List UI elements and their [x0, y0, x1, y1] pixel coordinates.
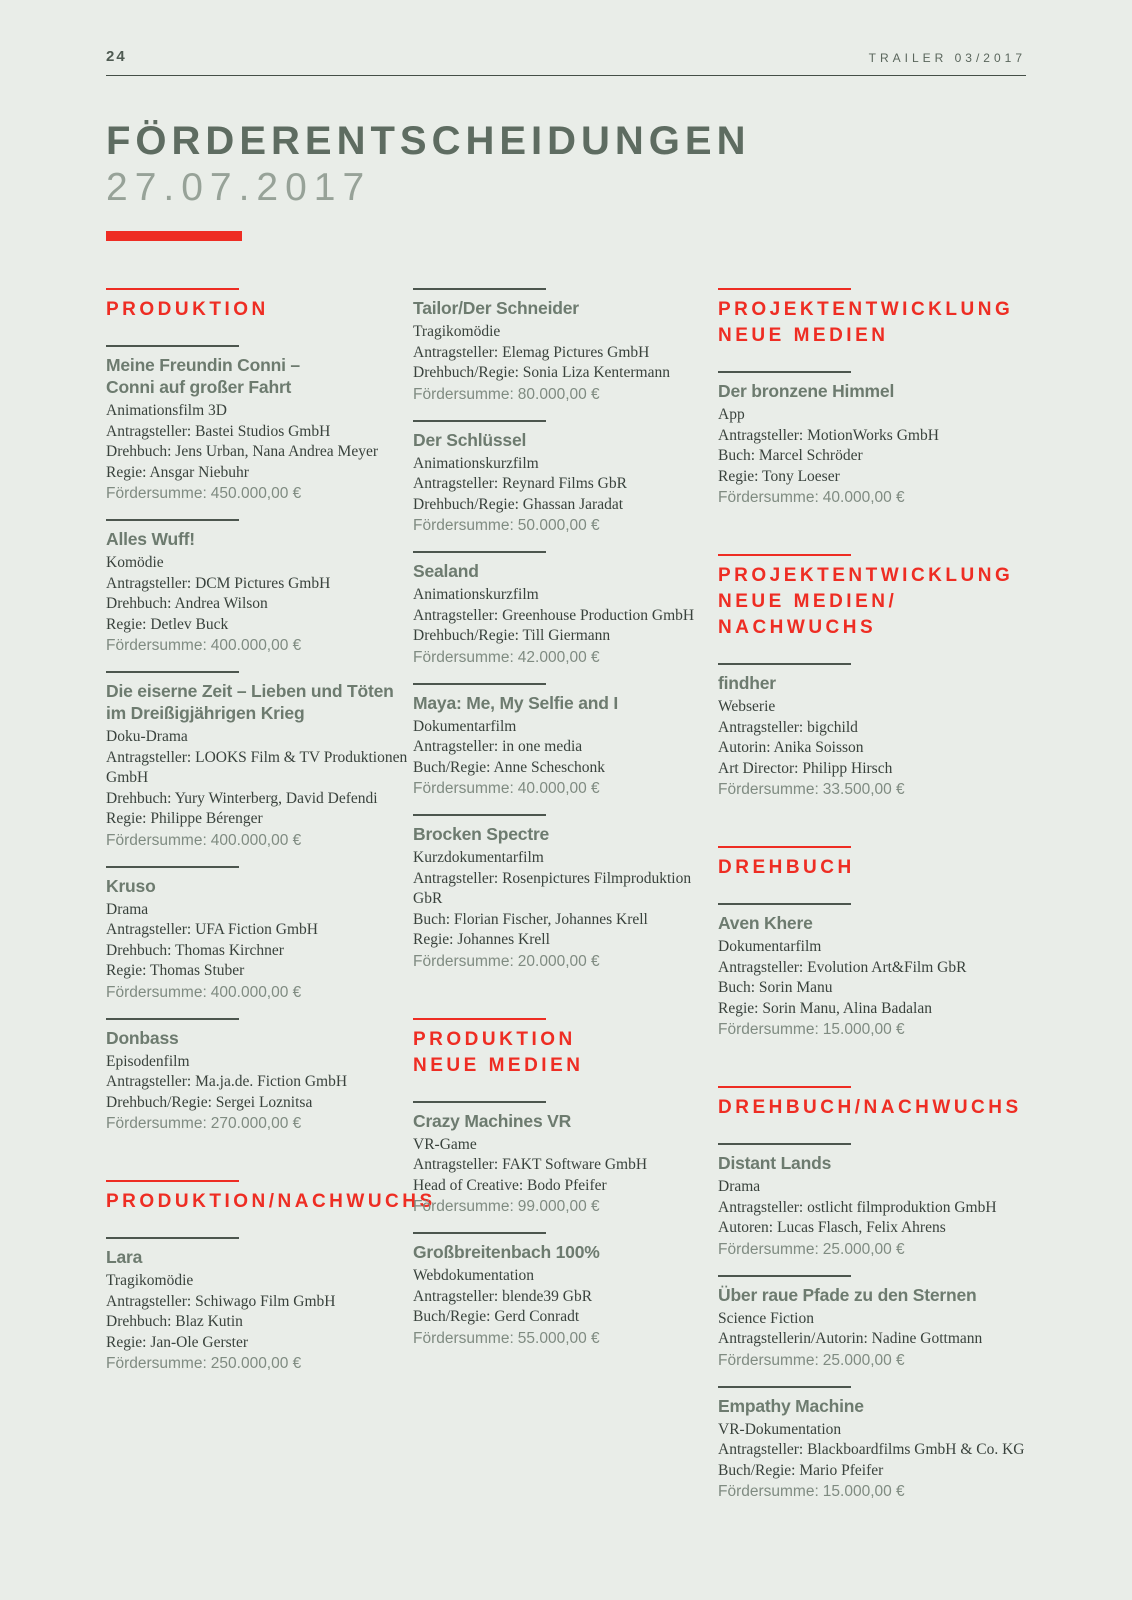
entry-die-eiserne-zeit [106, 671, 408, 851]
funding-amount: 55.000,00 € [517, 1329, 600, 1347]
entry-line: Antragsteller: Bastei Studios GmbH [106, 422, 331, 440]
funding-amount: 250.000,00 € [210, 1355, 302, 1372]
funding-label: Fördersumme: [106, 983, 207, 1001]
funding-line [106, 1113, 388, 1134]
entry-line: Antragsteller: UFA Fiction GmbH [106, 921, 318, 938]
entry-line: Antragstellerin/Autorin: Nadine Gottmann [718, 1330, 983, 1347]
entry-line: Regie: Jan-Ole Gerster [106, 1333, 249, 1351]
entry-line: Autorin: Anika Soisson [718, 739, 864, 756]
funding-label: Fördersumme: [106, 485, 207, 502]
funding-line [413, 778, 693, 799]
entry-kruso [106, 866, 388, 1003]
funding-line [718, 1350, 1026, 1371]
funding-amount: 400.000,00 € [210, 637, 302, 654]
entry-brocken-spectre [413, 814, 693, 972]
entry-title: Über raue Pfade zu den Sternen [718, 1284, 977, 1305]
entry-line: Kurzdokumentarfilm [413, 849, 544, 866]
entry-line: Antragsteller: Reynard Films GbR [413, 475, 627, 492]
funding-amount: 40.000,00 € [822, 489, 905, 506]
entry-line: Drehbuch/Regie: Ghassan Jaradat [413, 495, 624, 513]
title-block [106, 120, 1026, 241]
funding-label: Fördersumme: [106, 831, 207, 849]
entry-rule [718, 663, 851, 665]
entry-line: Regie: Johannes Krell [413, 931, 550, 948]
funding-amount: 99.000,00 € [517, 1198, 600, 1215]
entry-title: Maya: Me, My Selfie and I [413, 692, 619, 713]
funding-line [413, 384, 693, 405]
entry-crazy-machines-vr [413, 1101, 693, 1218]
funding-line [718, 779, 1026, 800]
section-heading: DREHBUCH/NACHWUCHS [718, 1097, 1022, 1118]
funding-amount: 50.000,00 € [517, 517, 600, 534]
entry-line: Drehbuch: Thomas Kirchner [106, 941, 284, 959]
entry-line: Drama [718, 1178, 761, 1195]
entry-rule [718, 371, 851, 373]
entry-title: Tailor/Der Schneider [413, 298, 579, 318]
funding-amount: 42.000,00 € [517, 648, 600, 666]
entry-title: Aven Khere [718, 913, 813, 933]
funding-label: Fördersumme: [718, 1351, 819, 1369]
page-date: 27.07.2017 [106, 166, 372, 209]
entry-empathy-machine [718, 1386, 1026, 1503]
funding-amount: 15.000,00 € [822, 1483, 905, 1500]
entry-line: Antragsteller: Elemag Pictures GmbH [413, 343, 650, 361]
section-rule [106, 1180, 239, 1182]
funding-label: Fördersumme: [718, 1483, 819, 1500]
entry-line: Tragikomödie [413, 323, 501, 340]
entry-line: Buch/Regie: Anne Scheschonk [413, 758, 605, 776]
funding-amount: 15.000,00 € [822, 1021, 905, 1038]
entry-line: Animationskurzfilm [413, 454, 539, 472]
funding-label: Fördersumme: [106, 1355, 207, 1372]
entry-line: Antragsteller: Greenhouse Production GmbH [413, 606, 695, 624]
entry-line: GbR [413, 890, 443, 907]
entry-line: Regie: Tony Loeser [718, 467, 840, 485]
section-rule [718, 846, 851, 848]
entry-line: Episodenfilm [106, 1052, 190, 1070]
funding-line [106, 483, 388, 504]
entry-line: Antragsteller: DCM Pictures GmbH [106, 574, 331, 592]
entry-lara [106, 1237, 388, 1374]
funding-label: Fördersumme: [413, 1198, 514, 1215]
entry-title: Der bronzene Himmel [718, 381, 895, 401]
funding-line [413, 951, 693, 972]
entry-line: Antragsteller: ostlicht filmproduktion GmbH [718, 1198, 997, 1216]
funding-label: Fördersumme: [106, 637, 207, 654]
entry-line: Regie: Ansgar Niebuhr [106, 463, 249, 481]
funding-line [718, 1019, 1026, 1040]
entry-rule [718, 1143, 851, 1145]
column-2 [413, 288, 693, 1517]
entry-title: Großbreitenbach 100% [413, 1242, 600, 1262]
entry-line: Regie: Detlev Buck [106, 615, 229, 633]
section-heading: DREHBUCH [718, 857, 855, 878]
entry-line: Drehbuch: Yury Winterberg, David Defendi [106, 789, 378, 807]
entry-line: Antragsteller: LOOKS Film & TV Produktionen [106, 748, 408, 766]
funding-label: Fördersumme: [413, 1329, 514, 1347]
funding-amount: 450.000,00 € [210, 485, 302, 502]
section-produktion-nachwuchs [106, 1180, 436, 1215]
entry-line: Buch: Sorin Manu [718, 979, 833, 996]
funding-label: Fördersumme: [718, 1021, 819, 1038]
masthead [106, 0, 1026, 65]
entry-line: VR-Game [413, 1135, 477, 1153]
entry-line: Drehbuch/Regie: Sergei Loznitsa [106, 1093, 313, 1111]
entry-rule [718, 903, 851, 905]
entry-title: Donbass [106, 1027, 179, 1048]
entry-title: Crazy Machines VR [413, 1110, 572, 1131]
entry-line: Buch: Florian Fischer, Johannes Krell [413, 910, 648, 928]
entry-line: GmbH [106, 769, 149, 786]
entry-rule [413, 683, 546, 685]
entry-der-bronzene-himmel [718, 371, 1026, 508]
funding-line [106, 830, 388, 851]
entry-line: Animationsfilm 3D [106, 402, 227, 419]
entry-donbass [106, 1018, 388, 1135]
section-heading: PROJEKTENTWICKLUNG [718, 299, 1014, 320]
entry-der-schluessel [413, 420, 693, 537]
columns [106, 288, 1026, 1517]
funding-line [106, 1353, 388, 1374]
entry-title: Distant Lands [718, 1153, 832, 1173]
entry-line: Antragsteller: MotionWorks GmbH [718, 426, 939, 444]
entry-rule [106, 519, 239, 521]
section-heading: NEUE MEDIEN/ [718, 591, 898, 612]
entry-rule [106, 671, 239, 673]
entry-maya-me-my-selfie-and-i [413, 683, 693, 800]
entry-title: Die eiserne Zeit – Lieben und Töten [106, 681, 394, 701]
funding-label: Fördersumme: [413, 648, 514, 666]
funding-line [413, 515, 693, 536]
funding-line [413, 1196, 693, 1217]
funding-amount: 80.000,00 € [517, 385, 600, 403]
entry-line: Antragsteller: bigchild [718, 718, 858, 736]
entry-line: Art Director: Philipp Hirsch [718, 759, 893, 777]
entry-line: Dokumentarfilm [413, 717, 517, 735]
column-3 [718, 288, 1026, 1517]
section-produktion [106, 288, 388, 323]
entry-alles-wuff [106, 519, 388, 656]
entry-line: Buch: Marcel Schröder [718, 447, 863, 464]
entry-title: Empathy Machine [718, 1395, 864, 1416]
entry-rule [106, 1018, 239, 1020]
entry-line: VR-Dokumentation [718, 1420, 842, 1438]
entry-line: Webserie [718, 698, 776, 715]
section-heading: NACHWUCHS [718, 617, 877, 638]
entry-rule [413, 1101, 546, 1103]
section-drehbuch-nachwuchs [718, 1086, 1026, 1121]
funding-line [718, 487, 1026, 508]
entry-line: Drehbuch/Regie: Sonia Liza Kentermann [413, 364, 670, 381]
funding-amount: 20.000,00 € [517, 952, 600, 970]
entry-line: Autoren: Lucas Flasch, Felix Ahrens [718, 1219, 946, 1236]
entry-line: Drehbuch: Blaz Kutin [106, 1313, 243, 1330]
entry-title: Lara [106, 1247, 143, 1267]
entry-line: Drehbuch/Regie: Till Giermann [413, 627, 611, 644]
entry-ueber-raue-pfade-zu-den-sternen [718, 1275, 1026, 1371]
funding-line [718, 1239, 1026, 1260]
issue-label: TRAILER 03/2017 [868, 51, 1026, 65]
page-title: FÖRDERENTSCHEIDUNGEN [106, 119, 751, 163]
funding-line [413, 647, 693, 668]
entry-line: Regie: Sorin Manu, Alina Badalan [718, 999, 932, 1017]
entry-line: Buch/Regie: Gerd Conradt [413, 1308, 580, 1325]
entry-line: Antragsteller: blende39 GbR [413, 1287, 593, 1305]
entry-rule [413, 551, 546, 553]
funding-label: Fördersumme: [413, 517, 514, 534]
red-accent-bar [106, 231, 242, 241]
entry-line: Drehbuch: Jens Urban, Nana Andrea Meyer [106, 443, 379, 460]
entry-line: Antragsteller: Evolution Art&Film GbR [718, 958, 967, 976]
section-projektentwicklung-neue-medien [718, 288, 1026, 349]
entry-line: Antragsteller: in one media [413, 738, 583, 755]
entry-title: findher [718, 673, 776, 693]
entry-line: Doku-Drama [106, 728, 188, 745]
entry-line: Drama [106, 900, 149, 918]
funding-label: Fördersumme: [718, 781, 819, 798]
entry-title: im Dreißigjährigen Krieg [106, 703, 305, 723]
entry-title: Alles Wuff! [106, 529, 195, 549]
entry-aven-khere [718, 903, 1026, 1040]
entry-line: Dokumentarfilm [718, 938, 822, 955]
funding-amount: 400.000,00 € [210, 831, 302, 849]
entry-line: App [718, 406, 745, 423]
entry-rule [718, 1275, 851, 1277]
entry-line: Antragsteller: Schiwago Film GmbH [106, 1292, 336, 1310]
section-produktion-neue-medien [413, 1018, 693, 1079]
entry-rule [413, 420, 546, 422]
entry-line: Regie: Thomas Stuber [106, 962, 245, 979]
section-rule [718, 288, 851, 290]
funding-label: Fördersumme: [413, 952, 514, 970]
funding-amount: 25.000,00 € [822, 1351, 905, 1369]
entry-title: Meine Freundin Conni – [106, 355, 300, 375]
section-heading: NEUE MEDIEN [413, 1054, 584, 1076]
entry-sealand [413, 551, 693, 668]
entry-rule [106, 1237, 239, 1239]
section-rule [413, 1018, 546, 1020]
entry-line: Antragsteller: FAKT Software GmbH [413, 1156, 648, 1173]
entry-line: Antragsteller: Ma.ja.de. Fiction GmbH [106, 1073, 348, 1090]
funding-label: Fördersumme: [106, 1115, 207, 1132]
funding-line [106, 982, 388, 1003]
entry-rule [106, 345, 239, 347]
section-projektentwicklung-neue-medien-nachwuchs [718, 554, 1026, 641]
entry-line: Webdokumentation [413, 1267, 535, 1284]
entry-rule [413, 1232, 546, 1234]
funding-label: Fördersumme: [718, 1240, 819, 1258]
funding-amount: 40.000,00 € [517, 780, 600, 797]
entry-line: Tragikomödie [106, 1272, 194, 1289]
page-number: 24 [106, 48, 127, 65]
entry-line: Head of Creative: Bodo Pfeifer [413, 1176, 607, 1194]
entry-title: Sealand [413, 561, 479, 581]
entry-grossbreitenbach-100 [413, 1232, 693, 1349]
section-heading: PRODUKTION/NACHWUCHS [106, 1191, 436, 1212]
section-rule [718, 1086, 851, 1088]
entry-rule [413, 814, 546, 816]
entry-line: Drehbuch: Andrea Wilson [106, 595, 268, 612]
entry-line: Buch/Regie: Mario Pfeifer [718, 1461, 884, 1479]
entry-title: Der Schlüssel [413, 429, 527, 450]
entry-line: Komödie [106, 554, 164, 571]
entry-title: Kruso [106, 875, 156, 896]
section-drehbuch [718, 846, 1026, 881]
section-heading: PRODUKTION [106, 299, 269, 320]
funding-amount: 33.500,00 € [822, 781, 905, 798]
funding-label: Fördersumme: [413, 780, 514, 797]
entry-line: Animationskurzfilm [413, 586, 539, 603]
funding-amount: 400.000,00 € [210, 983, 302, 1001]
entry-distant-lands [718, 1143, 1026, 1260]
entry-tailor-der-schneider [413, 288, 693, 405]
entry-rule [718, 1386, 851, 1388]
section-rule [718, 554, 851, 556]
funding-amount: 270.000,00 € [210, 1115, 302, 1132]
entry-findher [718, 663, 1026, 800]
entry-line: Regie: Philippe Bérenger [106, 810, 263, 827]
funding-label: Fördersumme: [718, 489, 819, 506]
entry-title: Conni auf großer Fahrt [106, 377, 292, 397]
entry-rule [106, 866, 239, 868]
masthead-rule [106, 75, 1026, 76]
section-rule [106, 288, 239, 290]
funding-line [106, 635, 388, 656]
entry-line: Antragsteller: Blackboardfilms GmbH & Co. KG [718, 1441, 1025, 1458]
funding-line [718, 1481, 1026, 1502]
entry-title: Brocken Spectre [413, 824, 550, 844]
funding-line [413, 1328, 693, 1349]
entry-meine-freundin-conni [106, 345, 388, 504]
section-heading: PROJEKTENTWICKLUNG [718, 565, 1014, 586]
funding-amount: 25.000,00 € [822, 1240, 905, 1258]
entry-rule [413, 288, 546, 290]
section-heading: PRODUKTION [413, 1028, 576, 1050]
entry-line: Antragsteller: Rosenpictures Filmproduktion [413, 869, 692, 887]
section-heading: NEUE MEDIEN [718, 325, 889, 346]
entry-line: Science Fiction [718, 1309, 814, 1327]
funding-label: Fördersumme: [413, 385, 514, 403]
